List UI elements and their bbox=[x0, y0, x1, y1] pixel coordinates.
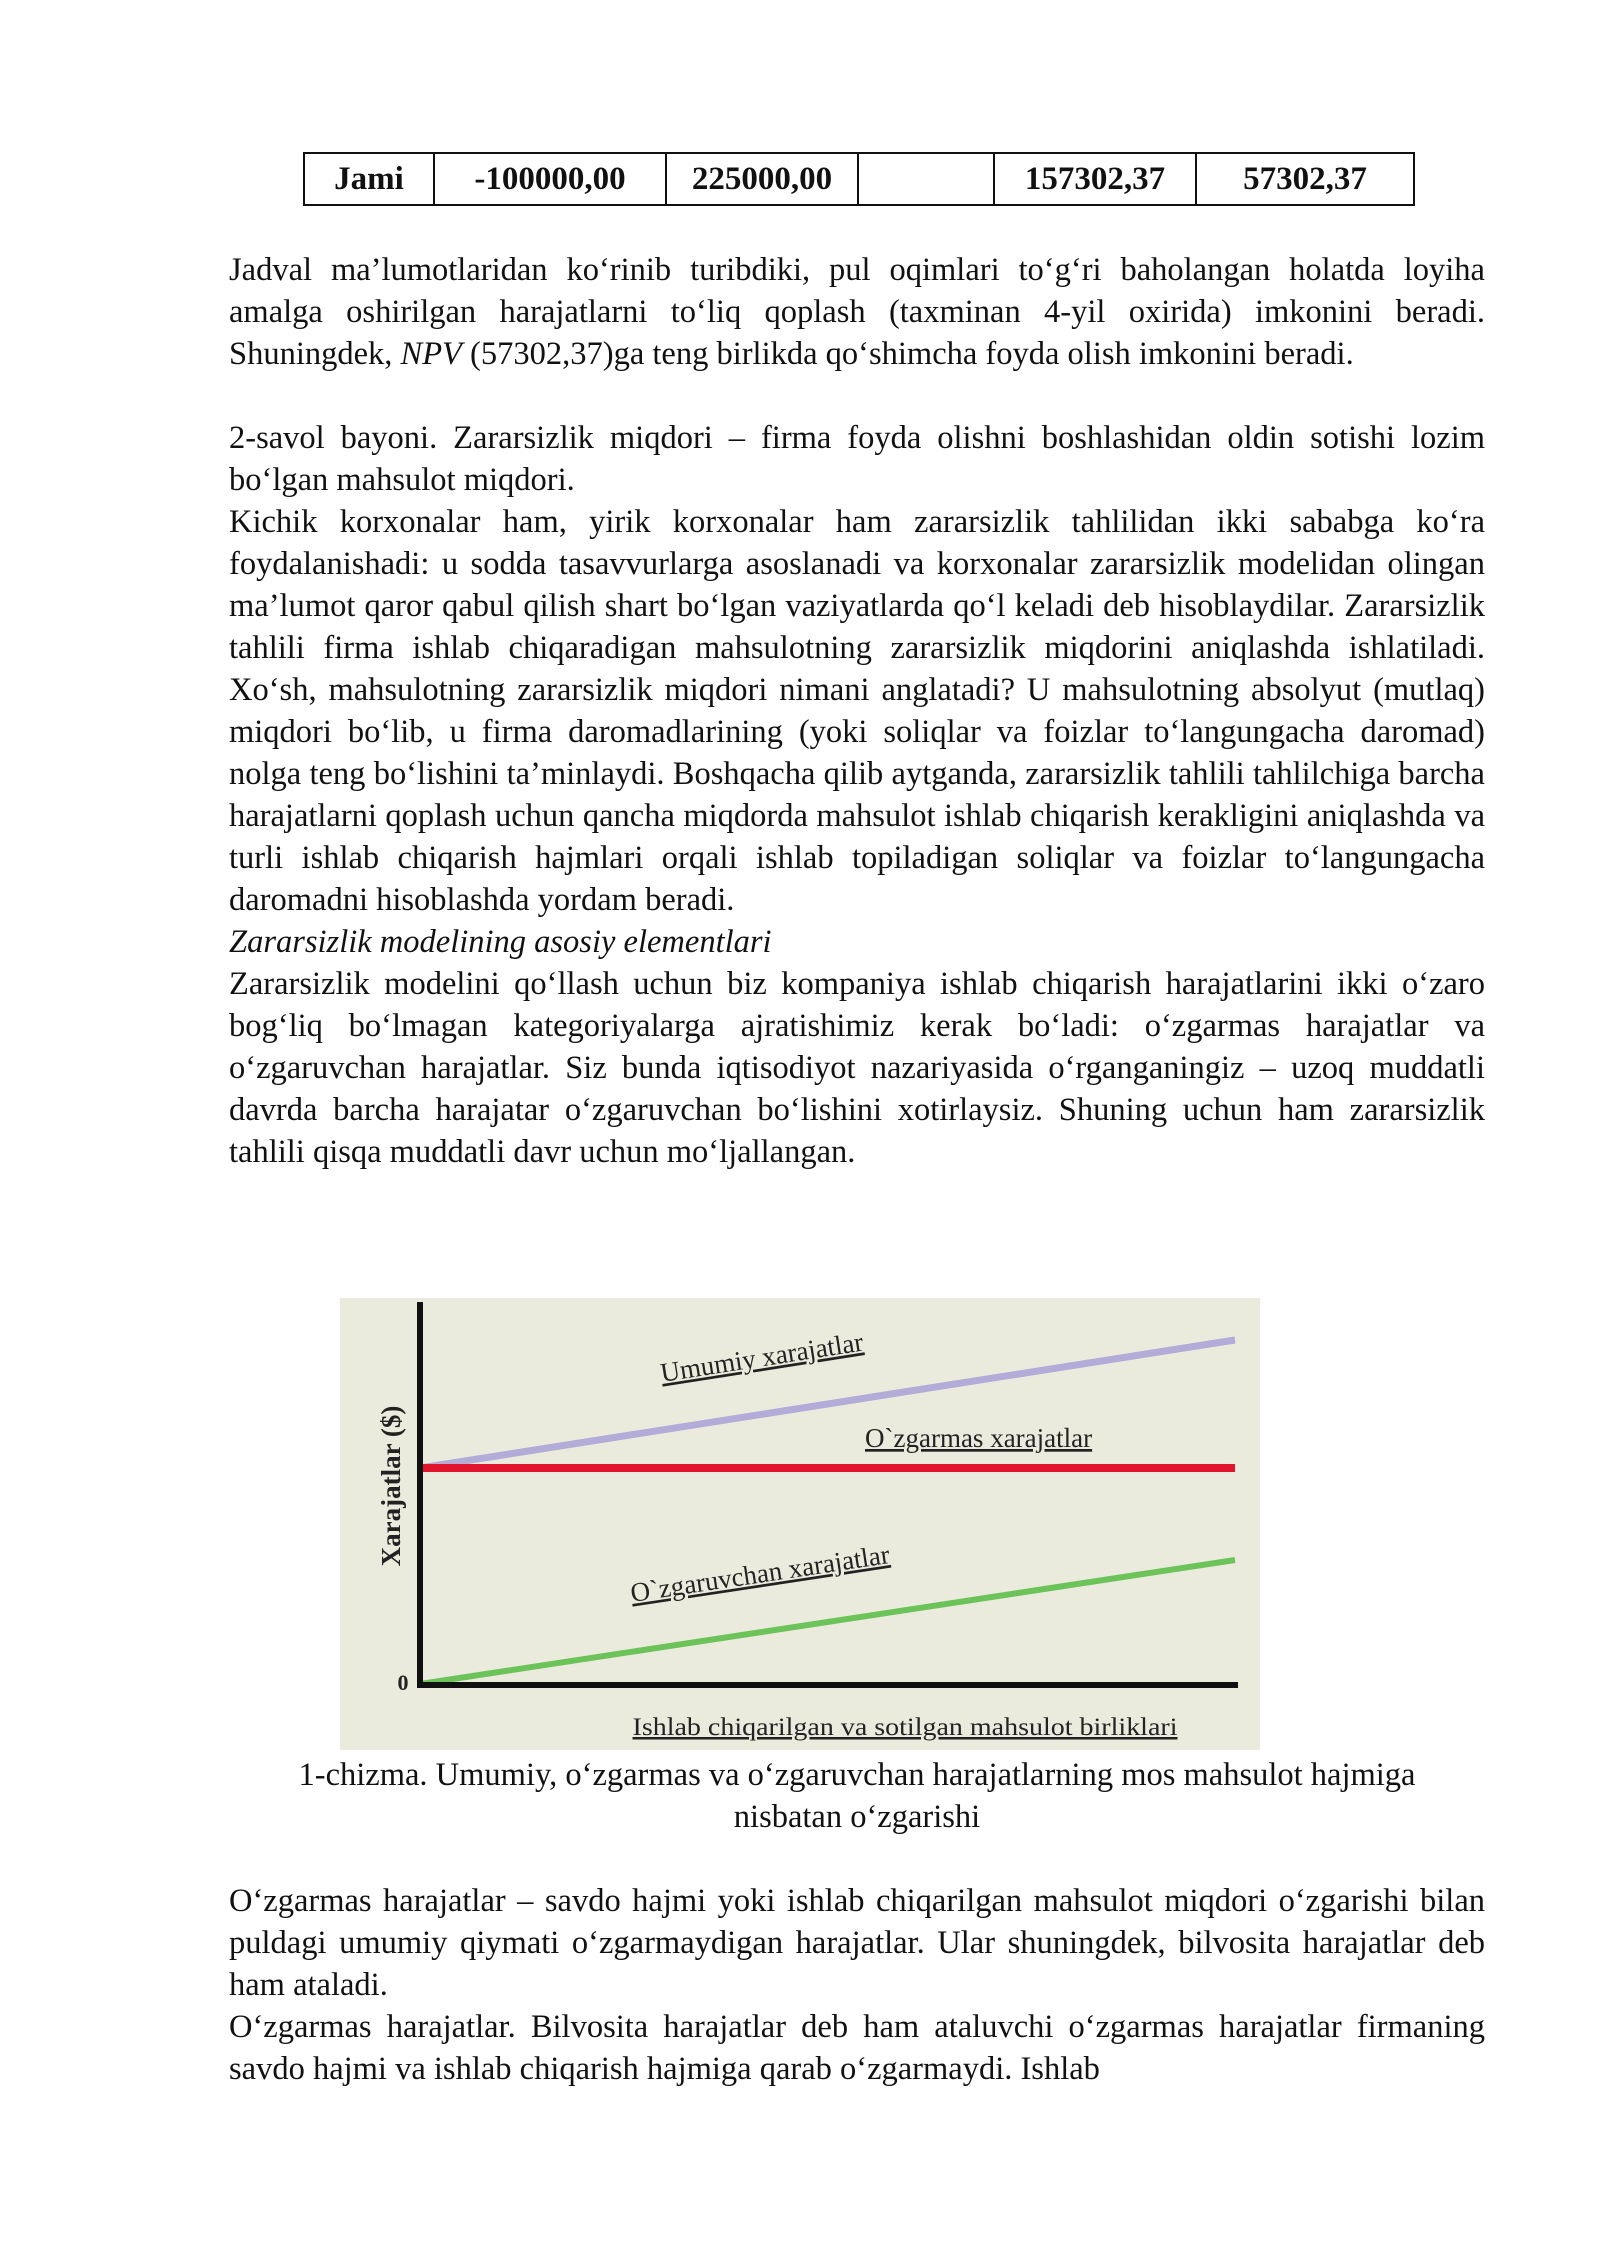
paragraph: 2-savol bayoni. Zararsizlik miqdori – firma foyda olishni boshlashidan oldin sotishi lozim bo‘lgan mahsulot miqdori. bbox=[229, 420, 1485, 498]
table-cell: 157302,37 bbox=[994, 153, 1196, 205]
table-cell: 225000,00 bbox=[666, 153, 858, 205]
variable-cost-label: O`zgaruvchan xarajatlar bbox=[628, 1539, 892, 1608]
variable-cost-line bbox=[420, 1560, 1235, 1684]
figure-caption bbox=[229, 1754, 1485, 1838]
totals-table bbox=[303, 152, 1415, 206]
cost-chart-figure bbox=[340, 1298, 1260, 1750]
paragraph: O‘zgarmas harajatlar. Bilvosita harajatlar deb ham ataluvchi o‘zgarmas harajatlar firmaning savdo hajmi va ishlab chiqarish hajmiga qarab o‘zgarmaydi. Ishlab bbox=[229, 2009, 1485, 2087]
paragraph: Jadval ma’lumotlaridan ko‘rinib turibdiki, pul oqimlari to‘g‘ri baholangan holatda loyiha amalga oshirilgan harajatlarni to‘liq qoplash (taxminan 4-yil oxirida) imkonini beradi. Shuningdek, NPV (57302,37)ga teng birlikda qo‘shimcha foyda olish imkonini beradi. bbox=[229, 252, 1485, 372]
text-section-top bbox=[229, 249, 1485, 1173]
paragraph: O‘zgarmas harajatlar – savdo hajmi yoki ishlab chiqarilgan mahsulot miqdori o‘zgarishi bilan puldagi umumiy qiymati o‘zgarmaydigan harajatlar. Ular shuningdek, bilvosita harajatlar deb ham ataladi. bbox=[229, 1883, 1485, 2003]
caption-line: 1-chizma. Umumiy, o‘zgarmas va o‘zgaruvchan harajatlarning mos mahsulot hajmiga bbox=[298, 1757, 1416, 1793]
x-axis-label: Ishlab chiqarilgan va sotilgan mahsulot birliklari bbox=[632, 1714, 1178, 1741]
table-cell bbox=[858, 153, 994, 205]
npv-term: NPV bbox=[400, 336, 462, 372]
table-cell: -100000,00 bbox=[434, 153, 666, 205]
fixed-cost-label: O`zgarmas xarajatlar bbox=[865, 1423, 1093, 1453]
paragraph: Kichik korxonalar ham, yirik korxonalar ham zararsizlik tahlilidan ikki sababga ko‘ra foydalanishadi: u sodda tasavvurlarga asoslanadi va korxonalar zararsizlik modelidan olingan ma’lumot qaror qabul qilish shart bo‘lgan vaziyatlarda qo‘l keladi deb hisoblaydilar. Zararsizlik tahlili firma ishlab chiqaradigan mahsulotning zararsizlik miqdorini aniqlashda ishlatiladi. Xo‘sh, mahsulotning zararsizlik miqdori nimani anglatadi? U mahsulotning absolyut (mutlaq) miqdori bo‘lib, u firma daromadlarining (yoki soliqlar va foizlar to‘langungacha daromad) nolga teng bo‘lishini ta’minlaydi. Boshqacha qilib aytganda, zararsizlik tahlili tahlilchiga barcha harajatlarni qoplash uchun qancha miqdorda mahsulot ishlab chiqarish kerakligini aniqlashda va turli ishlab chiqarish hajmlari orqali ishlab topiladigan soliqlar va foizlar to‘langungacha daromadni hisoblashda yordam beradi. bbox=[229, 504, 1485, 918]
table-cell-label: Jami bbox=[304, 153, 434, 205]
y-axis-label: Xarajatlar ($) bbox=[376, 1405, 406, 1567]
text-section-bottom bbox=[229, 1880, 1485, 2090]
total-cost-label: Umumiy xarajatlar bbox=[658, 1326, 866, 1388]
origin-label: 0 bbox=[397, 1670, 409, 1695]
paragraph: Zararsizlik modelini qo‘llash uchun biz kompaniya ishlab chiqarish harajatlarini ikki o‘zaro bog‘liq bo‘lmagan kategoriyalarga ajratishimiz kerak bo‘ladi: o‘zgarmas harajatlar va o‘zgaruvchan harajatlar. Siz bunda iqtisodiyot nazariyasida o‘rganganingiz – uzoq muddatli davrda barcha harajatar o‘zgaruvchan bo‘lishini xotirlaysiz. Shuning uchun ham zararsizlik tahlili qisqa muddatli davr uchun mo‘ljallangan. bbox=[229, 966, 1485, 1170]
table-row bbox=[304, 153, 1414, 205]
cost-chart bbox=[340, 1298, 1260, 1750]
caption-line: nisbatan o‘zgarishi bbox=[733, 1799, 981, 1835]
table-cell: 57302,37 bbox=[1196, 153, 1414, 205]
section-subheading: Zararsizlik modelining asosiy elementlari bbox=[229, 924, 772, 960]
